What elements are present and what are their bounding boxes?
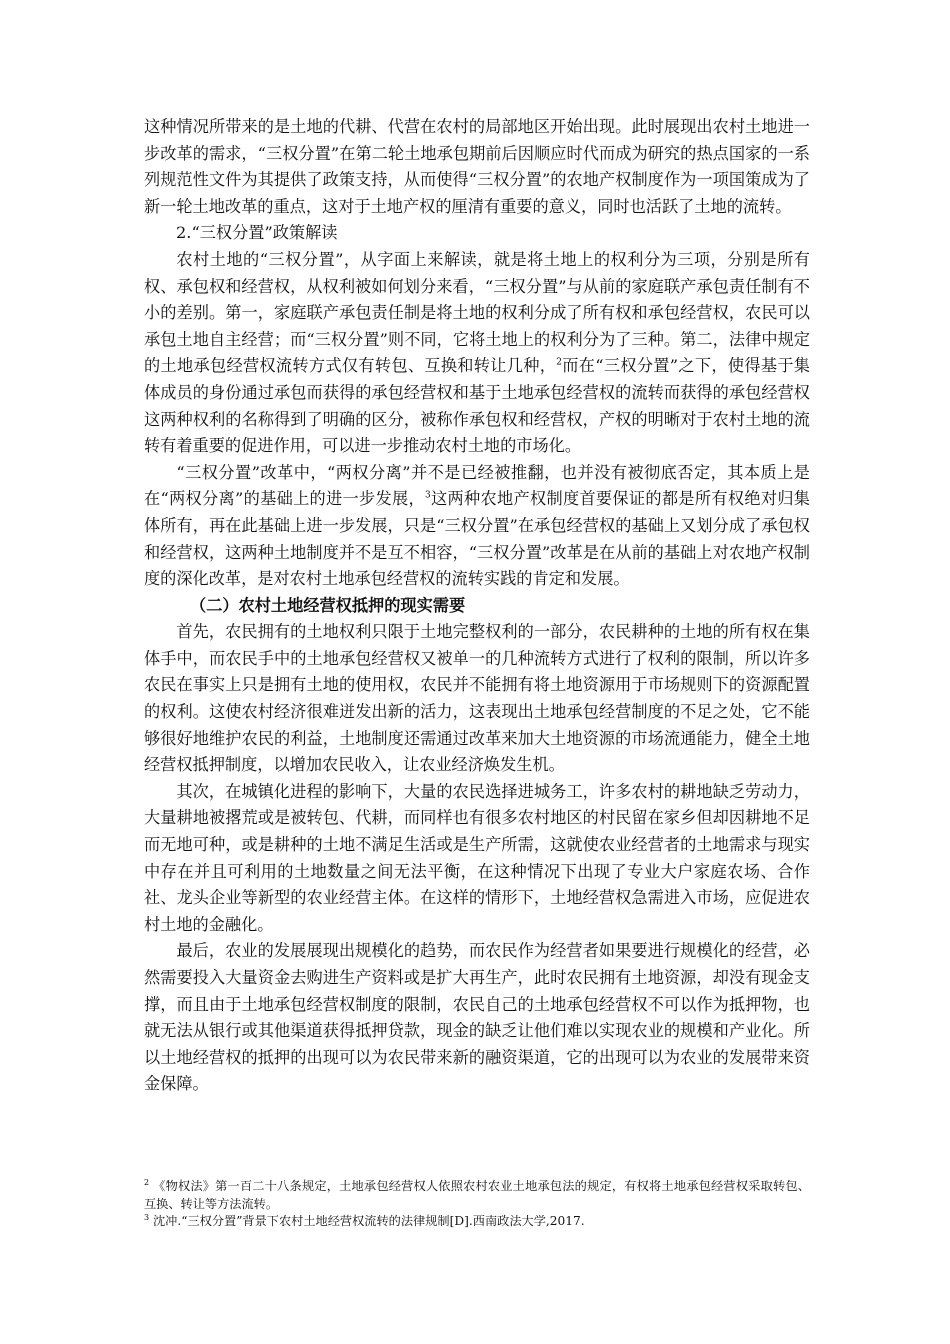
- footnote-ref-3[interactable]: 3: [425, 490, 431, 501]
- footnote-text: 沈冲.“三权分置”背景下农村土地经营权流转的法律规制[D].西南政法大学,2017.: [149, 1214, 585, 1229]
- paragraph-text: 而在“三权分置”之下，使得基于集体成员的身份通过承包而获得的承包经营权和基于土地承包经营权的流转而获得的承包经营权这两种权利的名称得到了明确的区分，被称作承包权和经营权，产权的明晰对于农村土地的流转有着重要的促进作用，可以进一步推动农村土地的市场化。: [144, 356, 810, 456]
- footnote-text: 《物权法》第一百二十八条规定，土地承包经营权人依照农村农业土地承包法的规定，有权将土地承包经营权采取转包、互换、转让等方法流转。: [144, 1179, 810, 1211]
- paragraph-text: 这两种农地产权制度首要保证的都是所有权绝对归集体所有，再在此基础上进一步发展，只是“三权分置”在承包经营权的基础上又划分成了承包权和经营权，这两种土地制度并不是互不相容，“三权分置”改革是在从前的基础上对农地产权制度的深化改革，是对农村土地承包经营权的流转实践的肯定和发展。: [144, 489, 810, 589]
- body-text: [144, 114, 810, 1098]
- footnote-ref-2[interactable]: 2: [556, 357, 562, 368]
- paragraph-first: 首先，农民拥有的土地权利只限于土地完整权利的一部分，农民耕种的土地的所有权在集体手中，而农民手中的土地承包经营权又被单一的几种流转方式进行了权利的限制，所以许多农民在事实上只是拥有土地的使用权，农民并不能拥有将土地资源用于市场规则下的资源配置的权利。这使农村经济很难迸发出新的活力，这表现出土地承包经营制度的不足之处，它不能够很好地维护农民的利益，土地制度还需通过改革来加大土地资源的市场流通能力，健全土地经营权抵押制度，以增加农民收入，让农业经济焕发生机。: [144, 622, 810, 775]
- subheading-three-rights-interpretation: 2.“三权分置”政策解读: [176, 223, 338, 243]
- footnote-3: [144, 1213, 810, 1231]
- footnote-mark-3: 3: [144, 1213, 150, 1223]
- footnote-mark-2: 2: [144, 1177, 150, 1187]
- paragraph-last: 最后，农业的发展展现出规模化的趋势，而农民作为经营者如果要进行规模化的经营，必然需要投入大量资金去购进生产资料或是扩大再生产，此时农民拥有土地资源，却没有现金支撑，而且由于土地承包经营权制度的限制，农民自己的土地承包经营权不可以作为抵押物，也就无法从银行或其他渠道获得抵押贷款，现金的缺乏让他们难以实现农业的规模和产业化。所以土地经营权的抵押的出现可以为农民带来新的融资渠道，它的出现可以为农业的发展带来资金保障。: [144, 941, 810, 1094]
- section-heading: （二）农村土地经营权抵押的现实需要: [190, 595, 466, 615]
- paragraph-text: “三权分置”改革中，“两权分离”并不是已经被推翻，也并没有被彻底否定，其本质上是在“两权分离”的基础上的进一步发展，: [144, 462, 810, 509]
- footnote-2: [144, 1178, 810, 1213]
- paragraph-second: 其次，在城镇化进程的影响下，大量的农民选择进城务工，许多农村的耕地缺乏劳动力，大量耕地被撂荒或是被转包、代耕，而同样也有很多农村地区的村民留在家乡但却因耕地不足而无地可种，或是耕种的土地不满足生活或是生产所需，这就使农业经营者的土地需求与现实中存在并且可利用的土地数量之间无法平衡，在这种情况下出现了专业大户家庭农场、合作社、龙头企业等新型的农业经营主体。在这样的情形下，土地经营权急需进入市场，应促进农村土地的金融化。: [144, 781, 810, 934]
- paragraph-two-rights-relation: [144, 460, 810, 593]
- paragraph-intro: 这种情况所带来的是土地的代耕、代营在农村的局部地区开始出现。此时展现出农村土地进一步改革的需求，“三权分置”在第二轮土地承包期前后因顺应时代而成为研究的热点国家的一系列规范性文件为其提供了政策支持，从而使得“三权分置”的农地产权制度作为一项国策成为了新一轮土地改革的重点，这对于土地产权的厘清有重要的意义，同时也活跃了土地的流转。: [144, 117, 810, 216]
- footnotes: [144, 1178, 810, 1231]
- paragraph-text: 农村土地的“三权分置”，从字面上来解读，就是将土地上的权利分为三项，分别是所有权、承包权和经营权，从权利被如何划分来看，“三权分置”与从前的家庭联产承包责任制有不小的差别。第一，家庭联产承包责任制是将土地的权利分成了所有权和承包经营权，农民可以承包土地自主经营；而“三权分置”则不同，它将土地上的权利分为了三种。第二，法律中规定的土地承包经营权流转方式仅有转包、互换和转让几种，: [144, 249, 810, 376]
- paragraph-three-rights-meaning: [144, 247, 810, 460]
